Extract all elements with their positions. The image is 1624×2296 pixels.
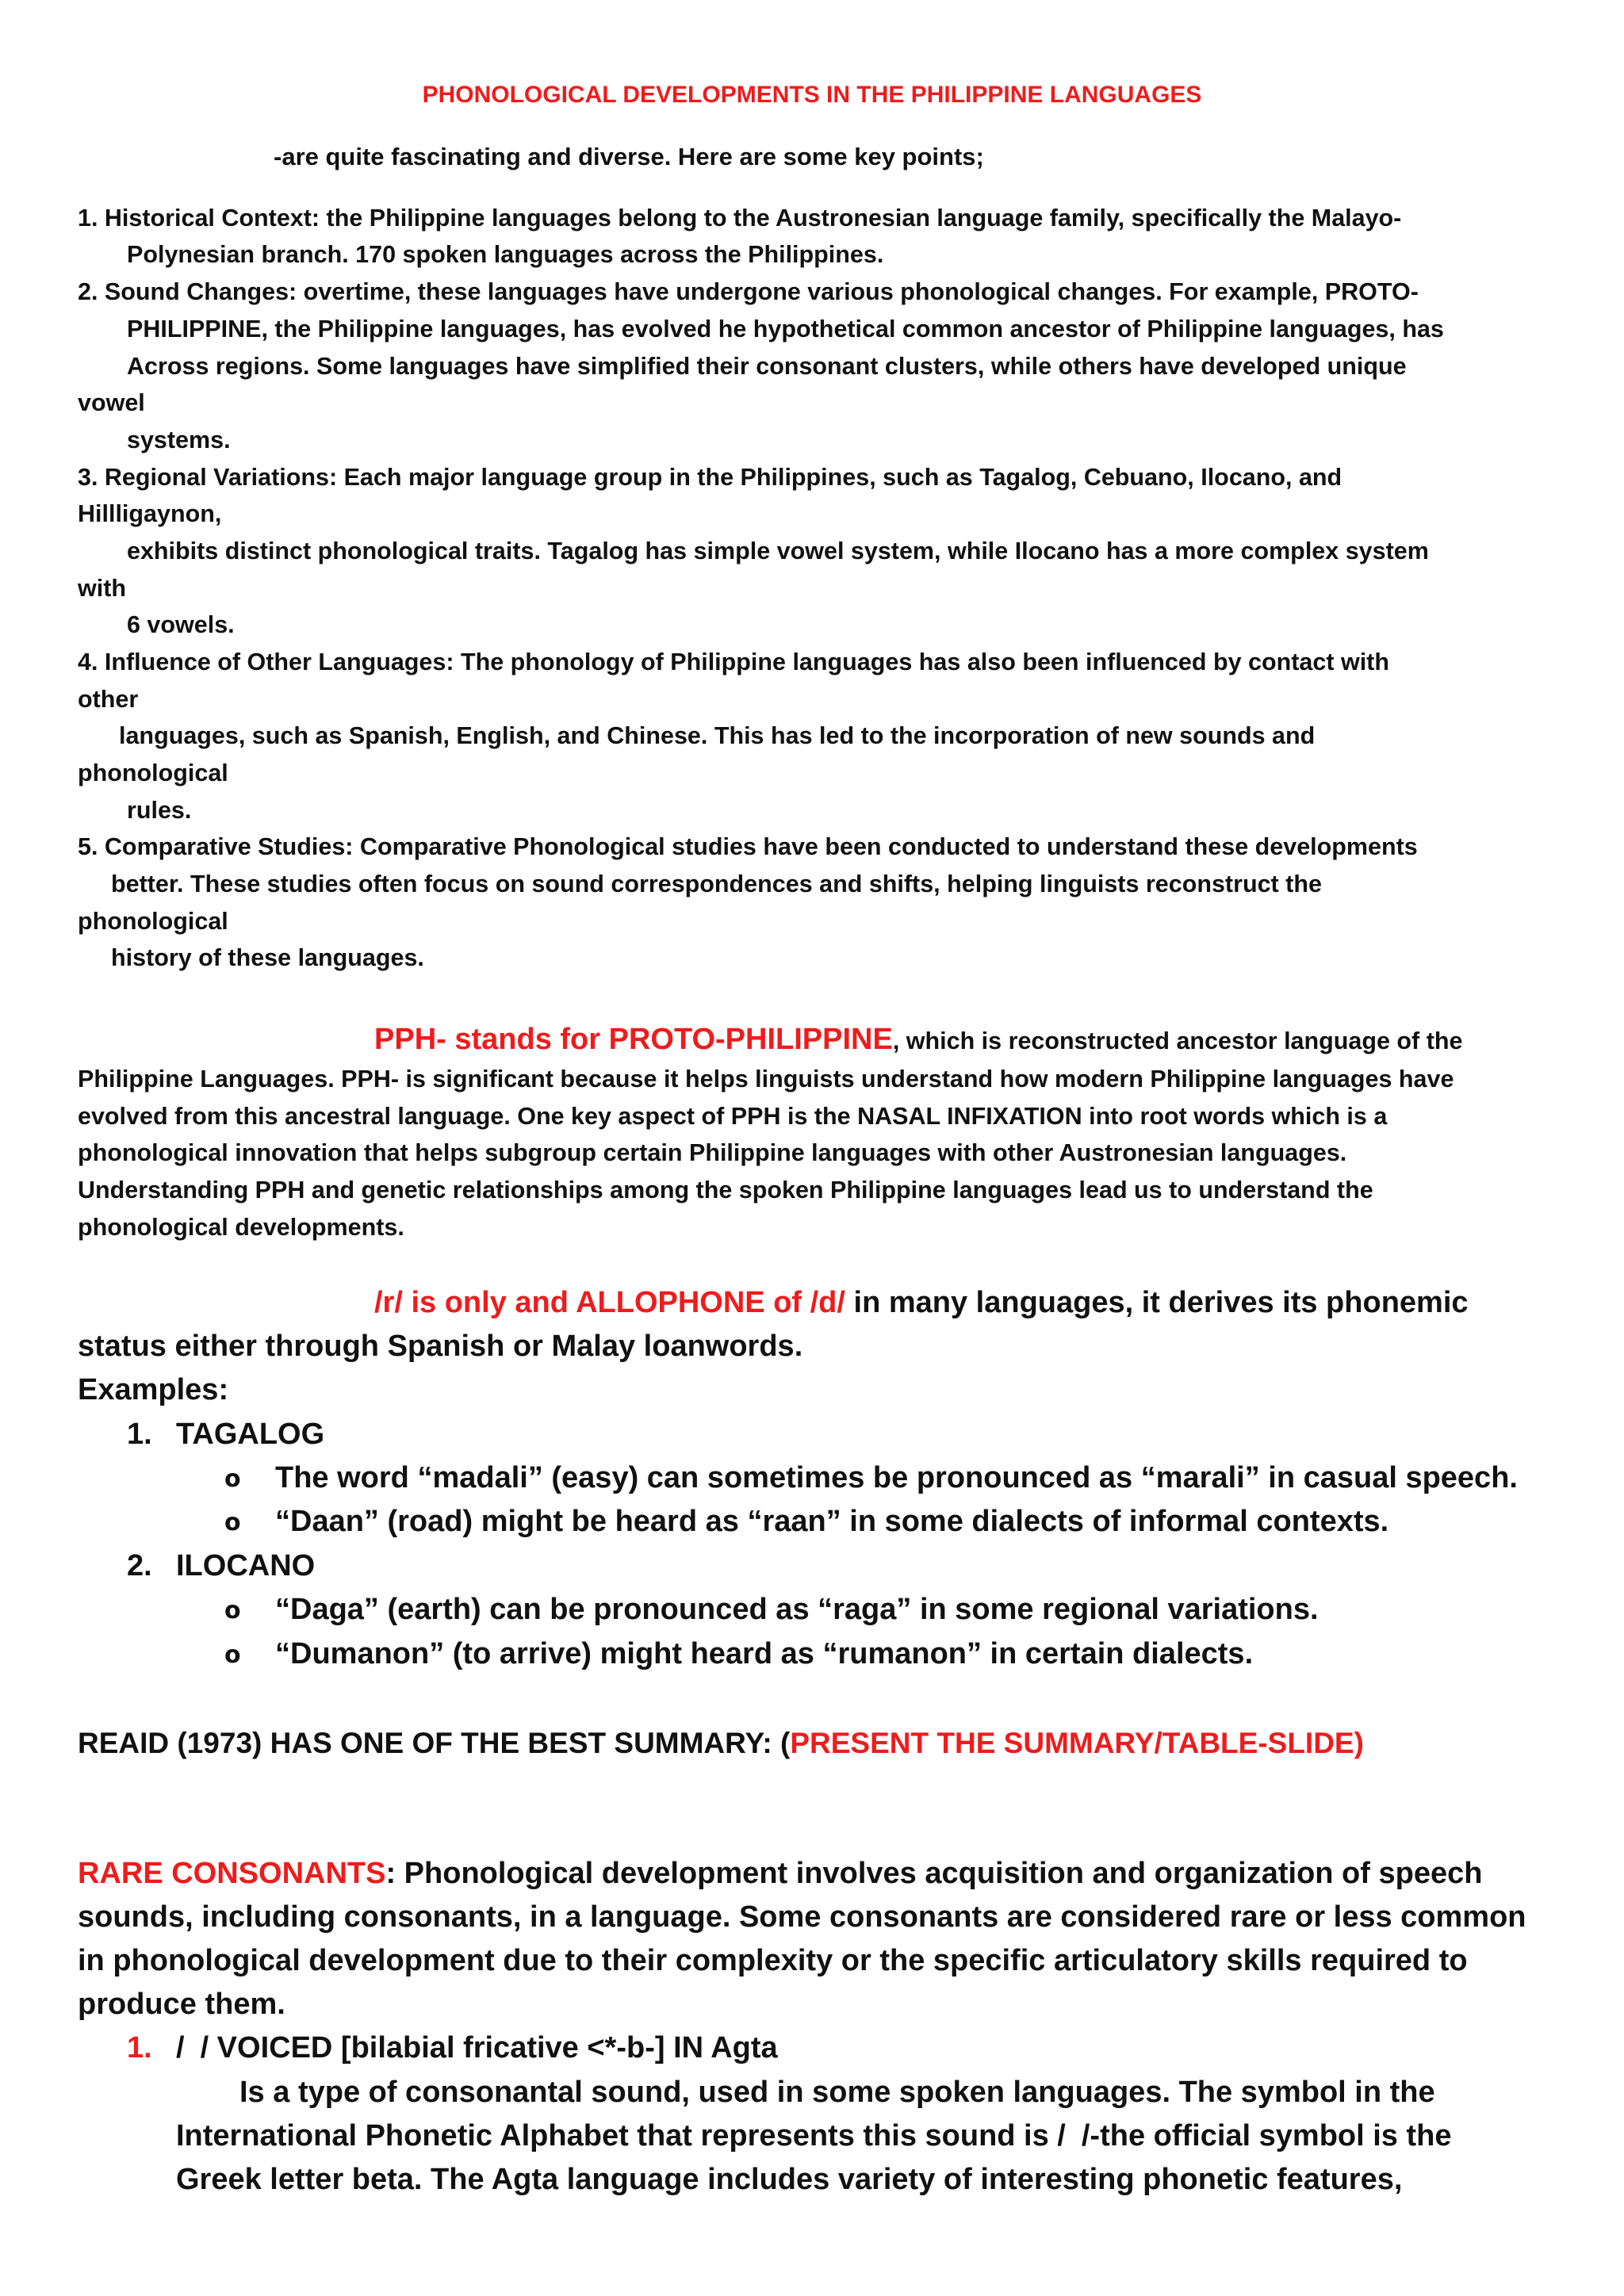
- rare-item-line: Is a type of consonantal sound, used in some spoken languages. The symbol in the: [239, 2076, 1435, 2109]
- slash-open: /: [176, 2031, 185, 2064]
- point-line: phonological: [78, 760, 228, 786]
- point-line: PHILIPPINE, the Philippine languages, has evolved he hypothetical common ancestor of Philippine languages, has: [127, 316, 1444, 342]
- point-line: Across regions. Some languages have simplified their consonant clusters, while others have developed unique: [127, 353, 1407, 380]
- example-item: The word “madali” (easy) can sometimes be pronounced as “marali” in casual speech.: [275, 1461, 1518, 1494]
- rare-item-text-b: /-the official symbol is the: [1081, 2119, 1452, 2152]
- pph-first-line: [374, 1023, 1462, 1057]
- point-line: with: [78, 575, 126, 602]
- pph-line: Understanding PPH and genetic relationships among the spoken Philippine languages lead us to understand the: [78, 1177, 1373, 1203]
- bullet-icon: o: [224, 1597, 241, 1624]
- point-line: Hillligaynon,: [78, 500, 222, 527]
- rare-line: produce them.: [78, 1988, 285, 2021]
- point-line: exhibits distinct phonological traits. Tagalog has simple vowel system, while Ilocano has a more complex system: [127, 538, 1429, 564]
- point-line: rules.: [127, 797, 192, 824]
- allophone-label: /r/ is only and ALLOPHONE of /d/: [374, 1286, 845, 1319]
- point-line: systems.: [127, 427, 231, 453]
- point-line: 4. Influence of Other Languages: The phonology of Philippine languages has also been influenced by contact with: [78, 649, 1389, 675]
- point-line: other: [78, 686, 139, 713]
- rare-rest: : Phonological development involves acquisition and organization of speech: [385, 1857, 1483, 1890]
- point-line: better. These studies often focus on sound correspondences and shifts, helping linguists reconstruct the: [111, 871, 1322, 897]
- example-item: “Dumanon” (to arrive) might heard as “rumanon” in certain dialects.: [275, 1637, 1254, 1670]
- point-line: Polynesian branch. 170 spoken languages across the Philippines.: [127, 241, 884, 268]
- bullet-icon: o: [224, 1465, 241, 1493]
- group-name-tagalog: TAGALOG: [176, 1418, 325, 1451]
- point-line: phonological: [78, 908, 228, 935]
- point-line: languages, such as Spanish, English, and Chinese. This has led to the incorporation of new sounds and: [119, 722, 1316, 749]
- point-line: 2. Sound Changes: overtime, these languages have undergone various phonological changes. For example, PROTO-: [78, 278, 1419, 305]
- rare-item-heading: [176, 2031, 778, 2065]
- reaid-line: [78, 1727, 1364, 1760]
- bullet-icon: o: [224, 1641, 241, 1669]
- group-number: 2.: [127, 1549, 152, 1582]
- point-line: 1. Historical Context: the Philippine languages belong to the Austronesian language family, specifically the Malayo-: [78, 205, 1402, 232]
- pph-label: PPH- stands for PROTO-PHILIPPINE: [374, 1023, 893, 1056]
- rare-item-number: 1.: [127, 2031, 152, 2064]
- reaid-text: REAID (1973) HAS ONE OF THE BEST SUMMARY: (: [78, 1727, 791, 1759]
- rare-label: RARE CONSONANTS: [78, 1857, 386, 1890]
- rare-first-line: [78, 1857, 1482, 1891]
- example-item: “Daan” (road) might be heard as “raan” in some dialects of informal contexts.: [275, 1505, 1389, 1538]
- rare-item-line: Greek letter beta. The Agta language includes variety of interesting phonetic features,: [176, 2163, 1403, 2196]
- bullet-icon: o: [224, 1509, 241, 1536]
- examples-label: Examples:: [78, 1373, 229, 1406]
- group-name-ilocano: ILOCANO: [176, 1549, 316, 1582]
- point-line: 3. Regional Variations: Each major language group in the Philippines, such as Tagalog, Cebuano, Ilocano, and: [78, 464, 1342, 491]
- rare-item-heading-text: / VOICED [bilabial fricative <*-b-] IN Agta: [200, 2031, 778, 2064]
- pph-first-rest: , which is reconstructed ancestor language of the: [892, 1027, 1463, 1054]
- document-title: PHONOLOGICAL DEVELOPMENTS IN THE PHILIPPINE LANGUAGES: [422, 82, 1202, 108]
- point-line: vowel: [78, 389, 145, 416]
- allophone-line: status either through Spanish or Malay loanwords.: [78, 1330, 803, 1363]
- example-item: “Daga” (earth) can be pronounced as “raga” in some regional variations.: [275, 1593, 1319, 1626]
- pph-line: evolved from this ancestral language. One key aspect of PPH is the NASAL INFIXATION into root words which is a: [78, 1103, 1388, 1130]
- reaid-red: PRESENT THE SUMMARY/TABLE-SLIDE): [790, 1727, 1364, 1759]
- point-line: 5. Comparative Studies: Comparative Phonological studies have been conducted to understand these developments: [78, 833, 1418, 860]
- pph-line: phonological innovation that helps subgroup certain Philippine languages with other Austronesian languages.: [78, 1139, 1347, 1166]
- allophone-rest: in many languages, it derives its phonemic: [845, 1286, 1469, 1319]
- point-line: history of these languages.: [111, 944, 424, 971]
- allophone-first-line: [374, 1286, 1469, 1320]
- pph-line: phonological developments.: [78, 1214, 404, 1241]
- rare-item-text-a: International Phonetic Alphabet that represents this sound is /: [176, 2119, 1066, 2152]
- rare-item-line: [176, 2119, 1452, 2153]
- point-line: 6 vowels.: [127, 611, 235, 638]
- rare-line: sounds, including consonants, in a language. Some consonants are considered rare or less common: [78, 1900, 1526, 1934]
- rare-line: in phonological development due to their complexity or the specific articulatory skills required to: [78, 1944, 1468, 1977]
- intro-line: -are quite fascinating and diverse. Here are some key points;: [274, 143, 984, 170]
- group-number: 1.: [127, 1418, 152, 1451]
- pph-line: Philippine Languages. PPH- is significant because it helps linguists understand how modern Philippine languages have: [78, 1066, 1454, 1093]
